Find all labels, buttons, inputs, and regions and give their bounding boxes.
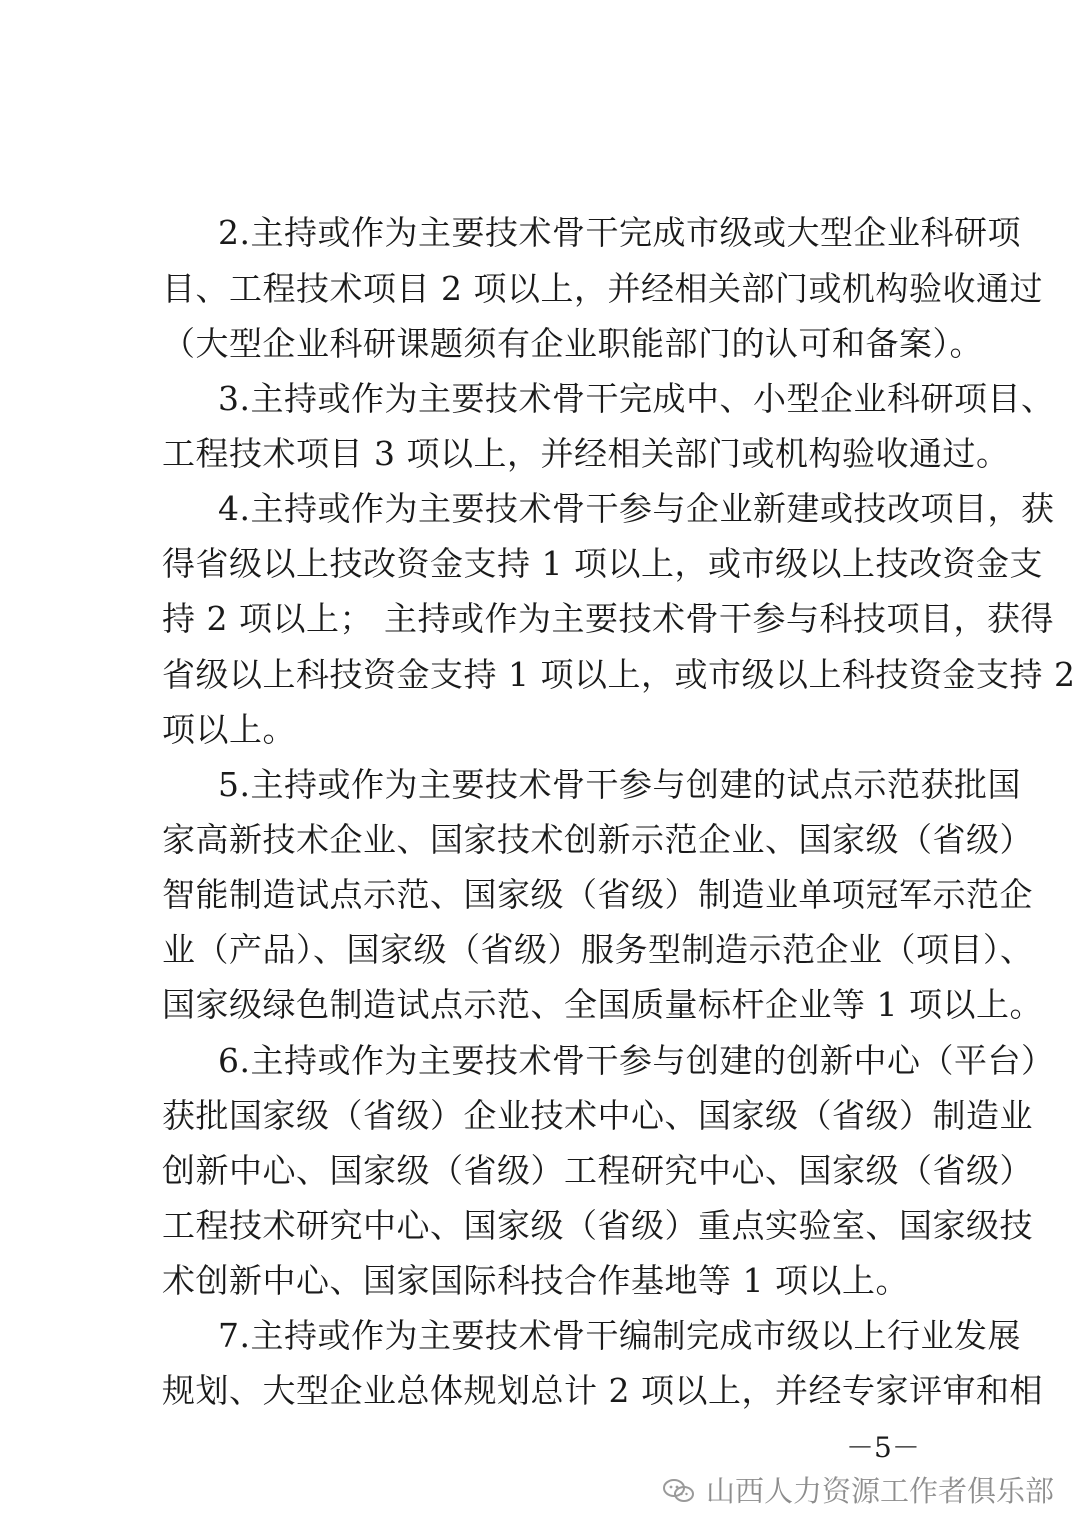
paragraph-line: 得省级以上技改资金支持 1 项以上，或市级以上技改资金支 <box>162 544 1043 583</box>
paragraph-line: 4.主持或作为主要技术骨干参与企业新建或技改项目，获 <box>218 489 1055 528</box>
paragraph-line: 持 2 项以上； 主持或作为主要技术骨干参与科技项目，获得 <box>162 599 1054 638</box>
paragraph-line: （大型企业科研课题须有企业职能部门的认可和备案）。 <box>162 324 983 363</box>
paragraph-line: 项以上。 <box>162 710 296 749</box>
page-number: －5－ <box>846 1431 920 1464</box>
paragraph-line: 工程技术项目 3 项以上，并经相关部门或机构验收通过。 <box>162 434 1010 473</box>
paragraph-line: 5.主持或作为主要技术骨干参与创建的试点示范获批国 <box>218 765 1021 804</box>
wechat-icon <box>662 1476 696 1506</box>
paragraph-line: 获批国家级（省级）企业技术中心、国家级（省级）制造业 <box>162 1096 1033 1135</box>
wechat-watermark <box>662 1473 1054 1508</box>
paragraph-line: 目、工程技术项目 2 项以上，并经相关部门或机构验收通过 <box>162 269 1043 308</box>
paragraph-line: 规划、大型企业总体规划总计 2 项以上，并经专家评审和相 <box>162 1371 1043 1410</box>
paragraph-line: 3.主持或作为主要技术骨干完成中、小型企业科研项目、 <box>218 379 1055 418</box>
paragraph-line: 术创新中心、国家国际科技合作基地等 1 项以上。 <box>162 1261 909 1300</box>
paragraph-line: 2.主持或作为主要技术骨干完成市级或大型企业科研项 <box>218 213 1021 252</box>
paragraph-line: 7.主持或作为主要技术骨干编制完成市级以上行业发展 <box>218 1316 1021 1355</box>
paragraph-line: 业（产品）、国家级（省级）服务型制造示范企业（项目）、 <box>162 930 1034 969</box>
paragraph-line: 创新中心、国家级（省级）工程研究中心、国家级（省级） <box>162 1151 1033 1190</box>
paragraph-line: 工程技术研究中心、国家级（省级）重点实验室、国家级技 <box>162 1206 1033 1245</box>
paragraph-line: 智能制造试点示范、国家级（省级）制造业单项冠军示范企 <box>162 875 1033 914</box>
paragraph-line: 家高新技术企业、国家技术创新示范企业、国家级（省级） <box>162 820 1033 859</box>
paragraph-line: 省级以上科技资金支持 1 项以上，或市级以上科技资金支持 2 <box>162 655 1076 694</box>
paragraph-line: 6.主持或作为主要技术骨干参与创建的创新中心（平台） <box>218 1041 1055 1080</box>
paragraph-line: 国家级绿色制造试点示范、全国质量标杆企业等 1 项以上。 <box>162 985 1043 1024</box>
watermark-text: 山西人力资源工作者俱乐部 <box>705 1473 1054 1508</box>
